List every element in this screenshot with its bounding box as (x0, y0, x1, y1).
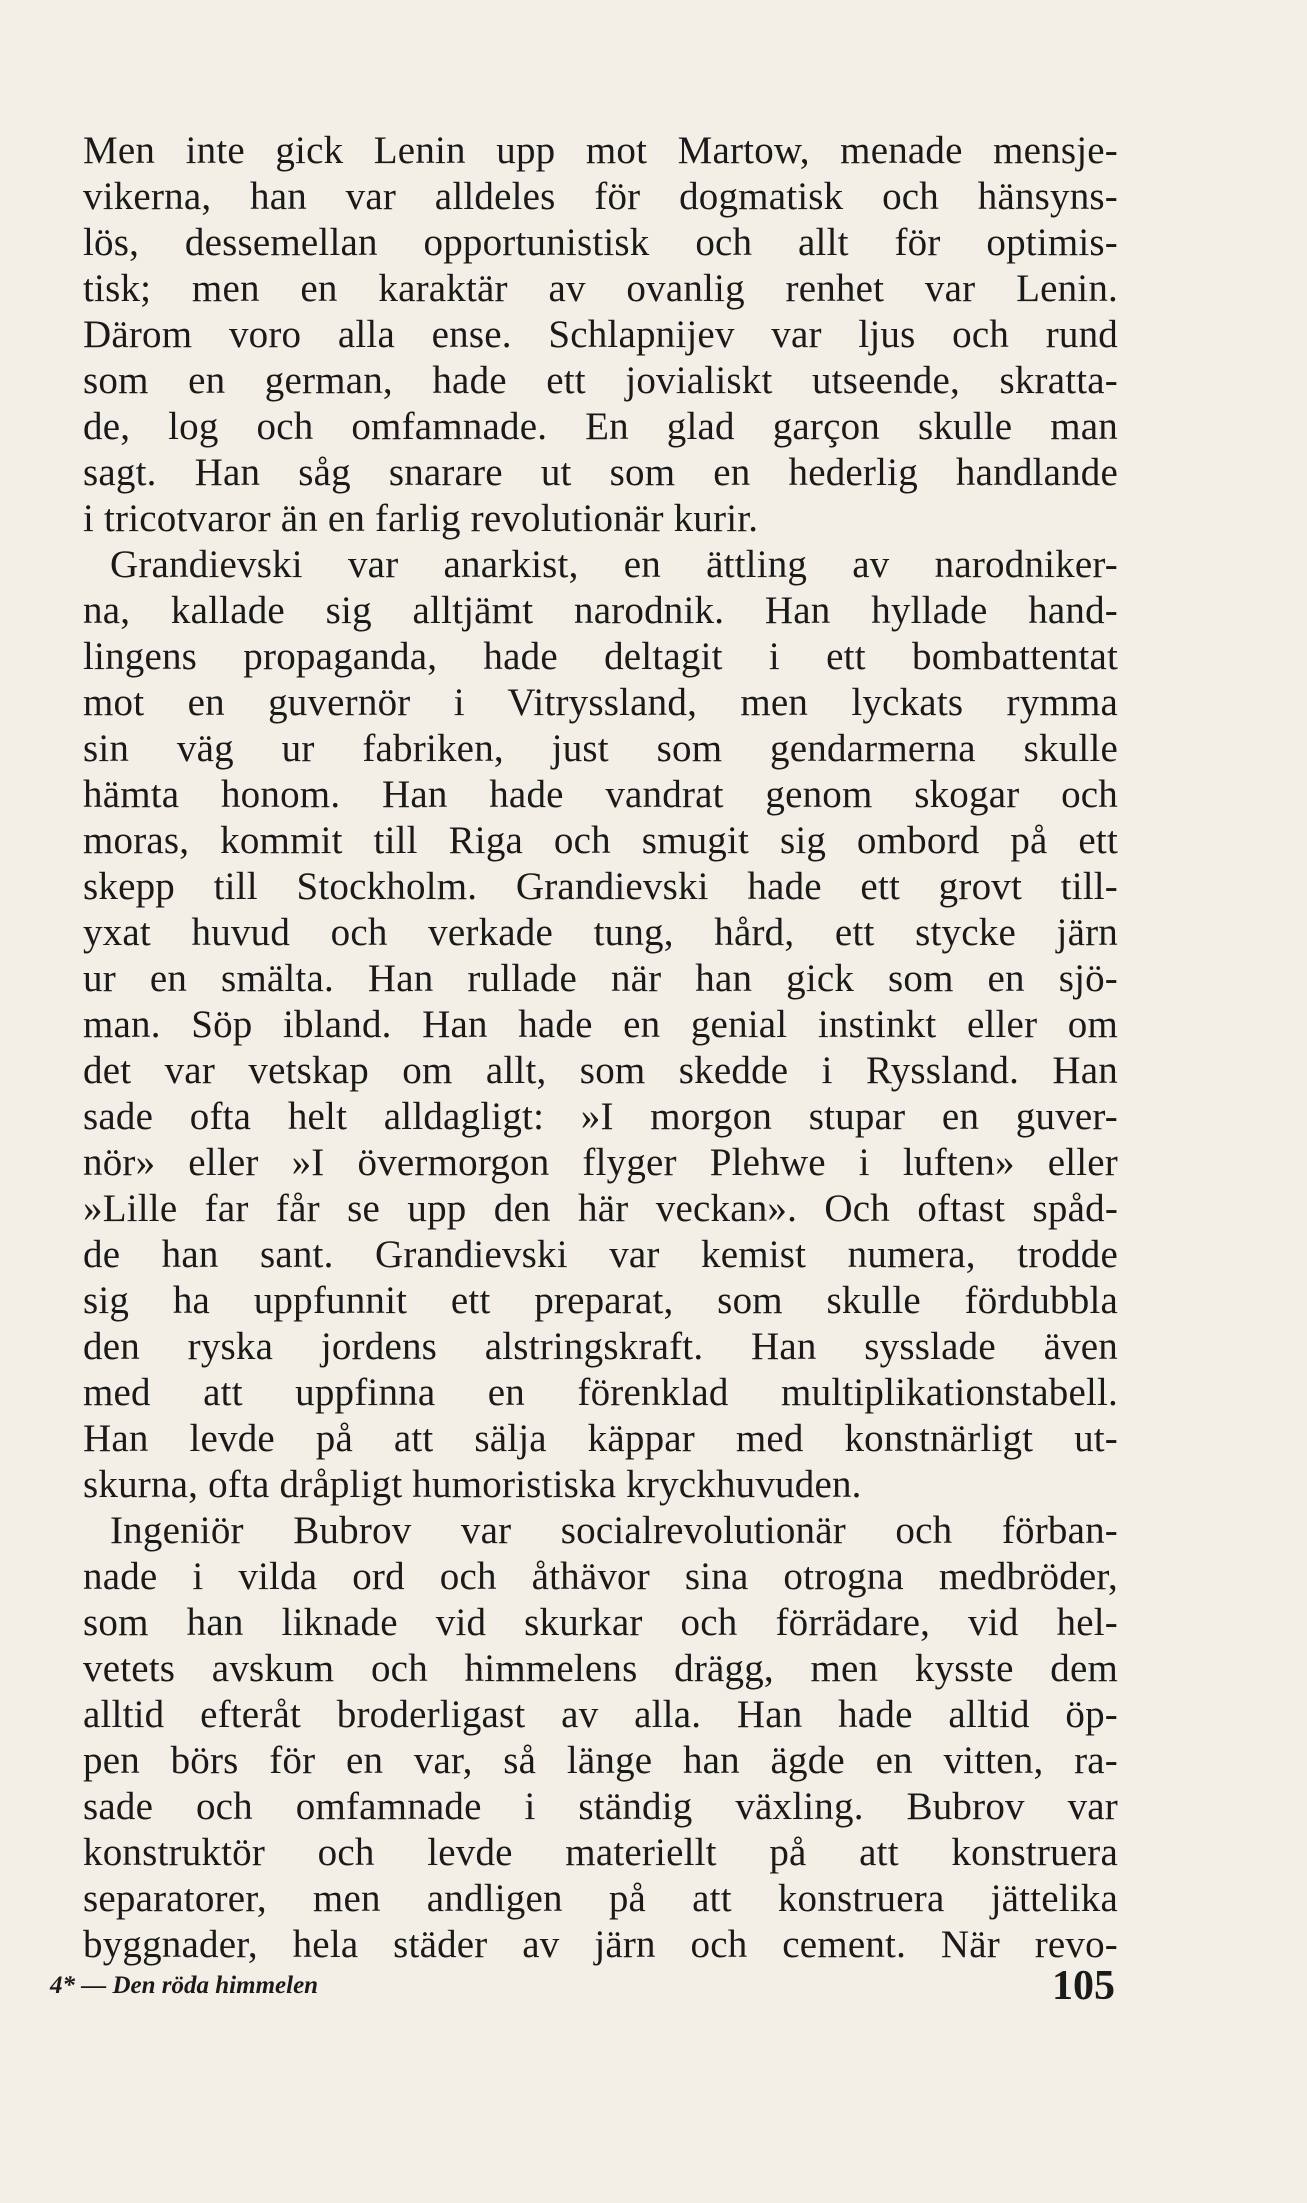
text-line: Han levde på att sälja käppar med konstnärligt ut- (83, 1417, 1118, 1460)
printer-signature: 4* — Den röda himmelen (50, 1972, 319, 1999)
page-number: 105 (1052, 1963, 1115, 2009)
text-line: vikerna, han var alldeles för dogmatisk och hänsyns- (83, 175, 1118, 218)
text-line: nör» eller »I övermorgon flyger Plehwe i luften» eller (83, 1141, 1118, 1184)
page-footer (0, 1960, 1307, 2020)
text-line: Grandievski var anarkist, en ättling av narodniker- (110, 543, 1118, 586)
text-line: Därom voro alla ense. Schlapnijev var ljus och rund (83, 313, 1118, 356)
text-line: skepp till Stockholm. Grandievski hade ett grovt till- (83, 865, 1118, 908)
text-line: lös, dessemellan opportunistisk och allt för optimis- (83, 221, 1118, 264)
text-line: lingens propaganda, hade deltagit i ett bombattentat (83, 635, 1118, 678)
text-line: konstruktör och levde materiellt på att konstruera (83, 1831, 1118, 1874)
text-line: moras, kommit till Riga och smugit sig ombord på ett (83, 819, 1118, 862)
text-line: som en german, hade ett jovialiskt utseende, skratta- (83, 359, 1118, 402)
text-line: man. Söp ibland. Han hade en genial instinkt eller om (83, 1003, 1118, 1046)
text-line: ur en smälta. Han rullade när han gick som en sjö- (83, 957, 1118, 1000)
text-line: separatorer, men andligen på att konstruera jättelika (83, 1877, 1118, 1920)
text-line: na, kallade sig alltjämt narodnik. Han hyllade hand- (83, 589, 1118, 632)
text-line: byggnader, hela städer av järn och cement. När revo- (83, 1923, 1118, 1966)
text-line: sin väg ur fabriken, just som gendarmerna skulle (83, 727, 1118, 770)
text-line: de han sant. Grandievski var kemist numera, trodde (83, 1233, 1118, 1276)
text-line: »Lille far får se upp den här veckan». Och oftast spåd- (83, 1187, 1118, 1230)
text-line: sade och omfamnade i ständig växling. Bubrov var (83, 1785, 1118, 1828)
text-line: alltid efteråt broderligast av alla. Han hade alltid öp- (83, 1693, 1118, 1736)
text-line: sig ha uppfunnit ett preparat, som skulle fördubbla (83, 1279, 1118, 1322)
text-line: sade ofta helt alldagligt: »I morgon stupar en guver- (83, 1095, 1118, 1138)
text-line: skurna, ofta dråpligt humoristiska kryckhuvuden. (83, 1463, 862, 1506)
text-line: med att uppfinna en förenklad multiplikationstabell. (83, 1371, 1118, 1414)
text-line: den ryska jordens alstringskraft. Han sysslade även (83, 1325, 1118, 1368)
text-line: Men inte gick Lenin upp mot Martow, menade mensje- (83, 129, 1118, 172)
text-line: tisk; men en karaktär av ovanlig renhet var Lenin. (83, 267, 1118, 310)
text-line: som han liknade vid skurkar och förrädare, vid hel- (83, 1601, 1118, 1644)
text-line: pen börs för en var, så länge han ägde en vitten, ra- (83, 1739, 1118, 1782)
text-line: sagt. Han såg snarare ut som en hederlig handlande (83, 451, 1118, 494)
text-line: de, log och omfamnade. En glad garçon skulle man (83, 405, 1118, 448)
text-line: vetets avskum och himmelens drägg, men kysste dem (83, 1647, 1118, 1690)
text-line: yxat huvud och verkade tung, hård, ett stycke järn (83, 911, 1118, 954)
text-line: i tricotvaror än en farlig revolutionär kurir. (83, 497, 759, 540)
text-line: mot en guvernör i Vitryssland, men lyckats rymma (83, 681, 1118, 724)
text-line: nade i vilda ord och åthävor sina otrogna medbröder, (83, 1555, 1118, 1598)
text-line: det var vetskap om allt, som skedde i Ryssland. Han (83, 1049, 1118, 1092)
text-line: hämta honom. Han hade vandrat genom skogar och (83, 773, 1118, 816)
text-line: Ingeniör Bubrov var socialrevolutionär och förban- (110, 1509, 1118, 1552)
